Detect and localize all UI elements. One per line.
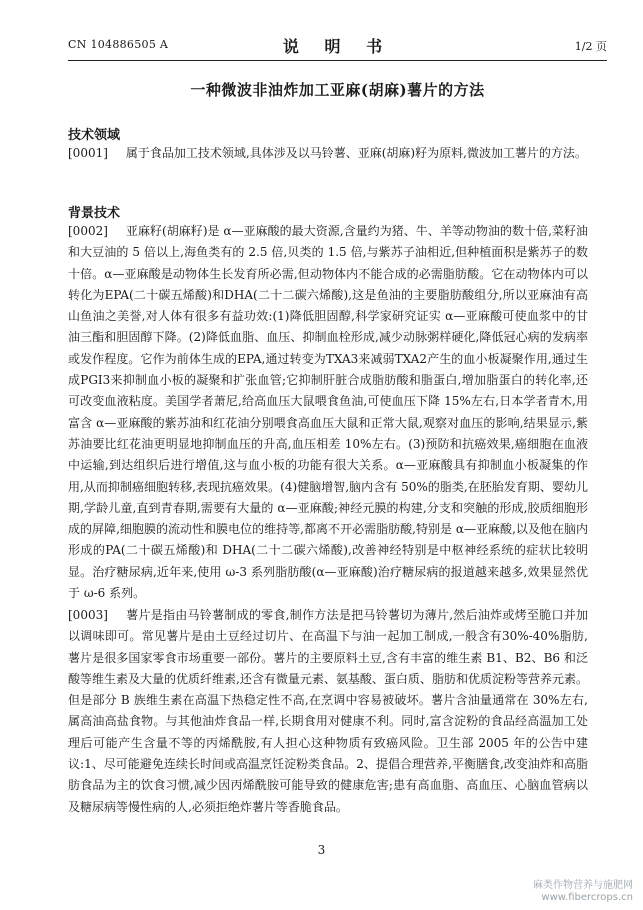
paragraph-0001: [68, 143, 588, 164]
paragraph-text: 属于食品加工技术领域,具体涉及以马铃薯、亚麻(胡麻)籽为原料,微波加工薯片的方法。: [125, 146, 587, 160]
watermark-name: 麻类作物营养与施肥网: [533, 880, 633, 891]
patent-number: CN 104886505 A: [68, 38, 169, 51]
paragraph-0003: [68, 605, 588, 818]
header-divider: [68, 60, 607, 61]
paragraph-number: [0001]: [68, 146, 108, 160]
watermark-url: www.fibercrops.cn: [541, 892, 633, 903]
section-heading-background-art: 背景技术: [68, 206, 121, 221]
paragraph-number: [0002]: [68, 224, 108, 238]
paragraph-number: [0003]: [68, 608, 108, 622]
site-watermark: [533, 880, 633, 904]
paragraph-text: 薯片是指由马铃薯制成的零食,制作方法是把马铃薯切为薄片,然后油炸或烤至脆口并加以调味即可。常见薯片是由土豆经过切片、在高温下与油一起加工制成,一般含有30%-40%脂肪,薯片是很多国家零食市场重要一部份。薯片的主要原料土豆,含有丰富的维生素 B1、B2、B6 和泛酸等维生素及大量的优质纤维素,还含有微量元素、氨基酸、蛋白质、脂肪和优质淀粉等营养元素。但是部分 B 族维生素在高温下热稳定性不高,在烹调中容易被破坏。薯片含油量通常在 30%左右,属高油高盐食物。与其他油炸食品一样,长期食用对健康不利。同时,富含淀粉的食品经高温加工处理后可能产生含量不等的丙烯酰胺,有人担心这种物质有致癌风险。卫生部 2005 年的公告中建议:1、尽可能避免连续长时间或高温烹饪淀粉类食品。2、提倡合理营养,平衡膳食,改变油炸和高脂肪食品为主的饮食习惯,减少因丙烯酰胺可能导致的健康危害;患有高血脂、高血压、心脑血管病以及糖尿病等慢性病的人,必须拒绝炸薯片等香脆食品。: [68, 608, 588, 814]
page-of-indicator: 1/2 页: [574, 40, 607, 53]
paragraph-text: 亚麻籽(胡麻籽)是 α—亚麻酸的最大资源,含量约为猪、牛、羊等动物油的数十倍,菜籽油和大豆油的 5 倍以上,海鱼类有的 2.5 倍,贝类的 1.5 倍,与紫苏子油相近,但种植面积是紫苏子的数十倍。α—亚麻酸是动物体生长发育所必需,但动物体内不能合成的必需脂肪酸。它在动物体内可以转化为EPA(二十碳五烯酸)和DHA(二十二碳六烯酸),这是鱼油的主要脂肪酸组分,所以亚麻油有高山鱼油之美誉,对人体有很多有益功效:(1)降低胆固醇,科学家研究证实 α—亚麻酸可使血浆中的甘油三酯和胆固醇下降。(2)降低血脂、血压、抑制血栓形成,减少动脉粥样硬化,降低冠心病的发病率或发作程度。它作为前体生成的EPA,通过转变为TXA3来减弱TXA2产生的血小板凝聚作用,通过生成PGI3来抑制血小板的凝聚和扩张血管;它抑制肝脏合成脂肪酸和脂蛋白,增加脂蛋白的转化率,还可改变血液粘度。美国学者萧尼,给高血压大鼠喂食鱼油,可使血压下降 15%左右,日本学者青木,用富含 α—亚麻酸的紫苏油和红花油分别喂食高血压大鼠和正常大鼠,观察对血压的影响,结果显示,紫苏油要比红花油更明显地抑制血压的升高,血压相差 10%左右。(3)预防和抗癌效果,癌细胞在血液中运输,到达组织后进行增值,这与血小板的功能有很大关系。α—亚麻酸具有抑制血小板凝集的作用,从而抑制癌细胞转移,表现抗癌效果。(4)健脑增智,脑内含有 50%的脂类,在胚胎发育期、婴幼儿期,学龄儿童,直到青春期,需要有大量的 α—亚麻酸;神经元膜的构建,分支和突触的形成,胶质细胞形成的屏障,细胞膜的流动性和膜电位的维持等,都离不开必需脂肪酸,特别是 α—亚麻酸,以及他在脑内形成的PA(二十碳五烯酸)和 DHA(二十二碳六烯酸),改善神经特别是中枢神经系统的症状比较明显。治疗糖尿病,近年来,使用 ω-3 系列脂肪酸(α—亚麻酸)治疗糖尿病的报道越来越多,效果显然优于 ω-6 系列。: [68, 224, 588, 601]
page-number: 3: [317, 843, 326, 857]
paragraph-0002: [68, 221, 588, 604]
section-heading-technical-field: 技术领域: [68, 128, 121, 143]
document-title: 一种微波非油炸加工亚麻(胡麻)薯片的方法: [190, 81, 485, 99]
page-header: [68, 34, 607, 60]
document-type: 说 明 书: [282, 37, 393, 56]
